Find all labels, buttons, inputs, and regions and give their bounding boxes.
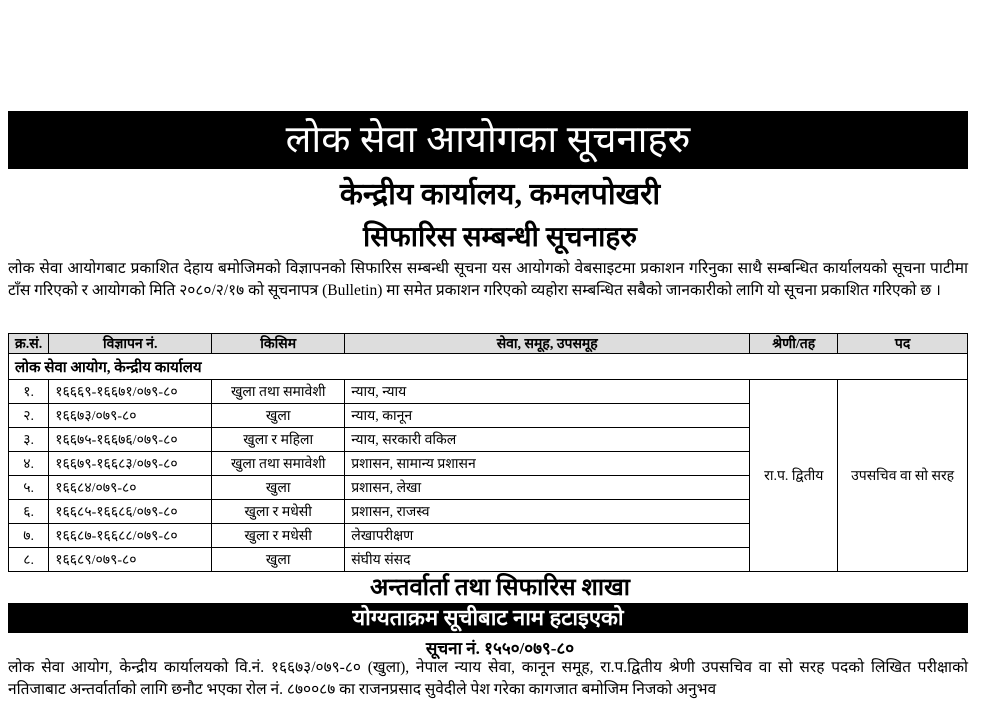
main-title: लोक सेवा आयोगका सूचनाहरु: [285, 119, 691, 161]
cell-sn: २.: [9, 404, 49, 428]
cell-ad-no: १६६८७-१६६८८/०७९-८०: [49, 524, 212, 548]
cell-sn: ८.: [9, 548, 49, 572]
subtitle-heading: सिफारिस सम्बन्धी सूचनाहरु: [362, 222, 637, 253]
cell-ad-no: १६६८४/०७९-८०: [49, 476, 212, 500]
cell-sn: ७.: [9, 524, 49, 548]
cell-sn: ४.: [9, 452, 49, 476]
table-row: [9, 380, 968, 404]
cell-sn: १.: [9, 380, 49, 404]
cell-service: न्याय, सरकारी वकिल: [345, 428, 750, 452]
table-header-row: [9, 334, 968, 354]
cell-type: खुला र मधेसी: [212, 524, 345, 548]
cell-ad-no: १६६७३/०७९-८०: [49, 404, 212, 428]
cell-type: खुला र मधेसी: [212, 500, 345, 524]
notice-number: सूचना नं. १५५०/०७९-८०: [425, 639, 575, 658]
cell-post: उपसचिव वा सो सरह: [838, 380, 968, 572]
notice-banner: [8, 603, 968, 633]
cell-type: खुला: [212, 548, 345, 572]
col-type: किसिम: [212, 334, 345, 354]
recommendation-table: [8, 333, 968, 572]
cell-sn: ३.: [9, 428, 49, 452]
intro-paragraph: लोक सेवा आयोगबाट प्रकाशित देहाय बमोजिमको विज्ञापनको सिफारिस सम्बन्धी सूचना यस आयोगको वेबसाइटमा प्रकाशन गरिनुका साथै सम्बन्धित कार्यालयको सूचना पाटीमा टाँस गरिएको र आयोगको मिति २०८०/२/१७ को सूचनापत्र (Bulletin) मा समेत प्रकाशन गरिएको व्यहोरा सम्बन्धित सबैको जानकारीको लागि यो सूचना प्रकाशित गरिएको छ ।: [8, 260, 968, 299]
cell-service: प्रशासन, सामान्य प्रशासन: [345, 452, 750, 476]
cell-type: खुला: [212, 404, 345, 428]
cell-service: लेखापरीक्षण: [345, 524, 750, 548]
cell-type: खुला तथा समावेशी: [212, 452, 345, 476]
cell-ad-no: १६६८५-१६६८६/०७९-८०: [49, 500, 212, 524]
cell-ad-no: १६६६९-१६६७१/०७९-८०: [49, 380, 212, 404]
office-heading: केन्द्रीय कार्यालय, कमलपोखरी: [339, 178, 661, 211]
cell-level: रा.प. द्वितीय: [750, 380, 838, 572]
table-section-row: लोक सेवा आयोग, केन्द्रीय कार्यालय: [9, 354, 968, 380]
cell-ad-no: १६६७५-१६६७६/०७९-८०: [49, 428, 212, 452]
cell-service: प्रशासन, राजस्व: [345, 500, 750, 524]
col-sn: क्र.सं.: [9, 334, 49, 354]
cell-sn: ६.: [9, 500, 49, 524]
notice-paragraph: लोक सेवा आयोग, केन्द्रीय कार्यालयको वि.नं. १६६७३/०७९-८० (खुला), नेपाल न्याय सेवा, कानून समूह, रा.प.द्वितीय श्रेणी उपसचिव वा सो सरह पदको लिखित परीक्षाको नतिजाबाट अन्तर्वार्ताको लागि छनौट भएका रोल नं. ८७००८७ का राजनप्रसाद सुवेदीले पेश गरेका कागजात बमोजिम निजको अनुभव: [8, 659, 968, 698]
cell-type: खुला: [212, 476, 345, 500]
cell-type: खुला तथा समावेशी: [212, 380, 345, 404]
cell-ad-no: १६६८९/०७९-८०: [49, 548, 212, 572]
section2-heading: अन्तर्वार्ता तथा सिफारिस शाखा: [370, 575, 630, 601]
col-service: सेवा, समूह, उपसमूह: [345, 334, 750, 354]
main-title-banner: [8, 111, 968, 169]
notice-banner-title: योग्यताक्रम सूचीबाट नाम हटाइएको: [352, 605, 624, 630]
col-ad-no: विज्ञापन नं.: [49, 334, 212, 354]
cell-service: न्याय, कानून: [345, 404, 750, 428]
col-level: श्रेणी/तह: [750, 334, 838, 354]
cell-service: प्रशासन, लेखा: [345, 476, 750, 500]
col-post: पद: [838, 334, 968, 354]
cell-ad-no: १६६७९-१६६८३/०७९-८०: [49, 452, 212, 476]
cell-service: संघीय संसद: [345, 548, 750, 572]
cell-service: न्याय, न्याय: [345, 380, 750, 404]
cell-type: खुला र महिला: [212, 428, 345, 452]
cell-sn: ५.: [9, 476, 49, 500]
